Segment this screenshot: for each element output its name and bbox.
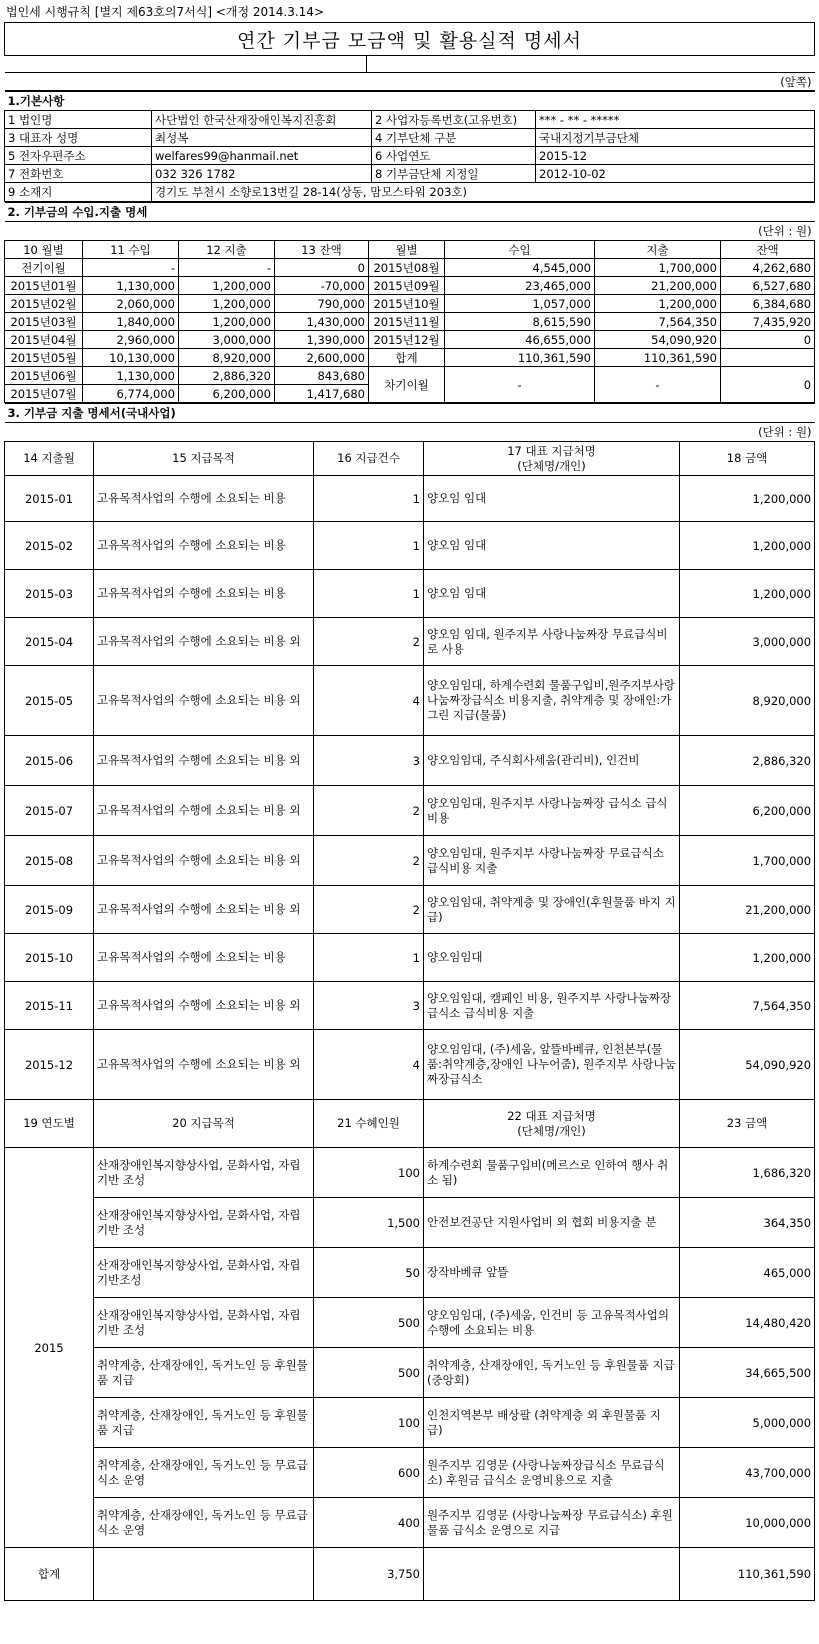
amount-cell: 1,200,000 (179, 295, 275, 313)
expense-payee: 양오임임대, 주식회사세움(관리비), 인건비 (424, 736, 680, 786)
expense-count: 4 (314, 1030, 424, 1100)
expense-amount: 7,564,350 (680, 982, 815, 1030)
amount-cell: 0 (275, 259, 369, 277)
amount-cell: 1,700,000 (595, 259, 721, 277)
column-header: 13 잔액 (275, 241, 369, 259)
month-cell: 합계 (369, 349, 445, 367)
total-label: 합계 (5, 1548, 94, 1601)
amount-cell: 1,430,000 (275, 313, 369, 331)
expense-row (5, 836, 815, 886)
expense-purpose: 고유목적사업의 수행에 소요되는 비용 외 (94, 886, 314, 934)
address-label: 9 소재지 (5, 183, 152, 202)
amount-cell: 110,361,590 (445, 349, 595, 367)
expense-payee: 양오임임대, 하계수련회 물품구입비,원주지부사랑나눔짜장급식소 비용지출, 취약계층 및 장애인:가그린 지급(물품) (424, 666, 680, 736)
column-header: 잔액 (721, 241, 815, 259)
expense-purpose: 고유목적사업의 수행에 소요되는 비용 외 (94, 786, 314, 836)
expense-payee: 양오임 임대 (424, 476, 680, 522)
expense-amount: 21,200,000 (680, 886, 815, 934)
expense-payee: 양오임임대, 캠페인 비용, 원주지부 사랑나눔짜장급식소 급식비용 지출 (424, 982, 680, 1030)
form-header: 법인세 시행규칙 [별지 제63호의7서식] <개정 2014.3.14> (6, 5, 324, 19)
column-header: 16 지급건수 (314, 442, 424, 476)
yearly-count: 500 (314, 1348, 424, 1398)
column-header: 19 연도별 (5, 1100, 94, 1148)
yearly-amount: 1,686,320 (680, 1148, 815, 1198)
month-cell: 2015년02월 (5, 295, 83, 313)
basic-value: 최성복 (152, 129, 372, 147)
amount-cell: 790,000 (275, 295, 369, 313)
expense-row (5, 618, 815, 666)
income-row (5, 259, 815, 277)
expense-payee: 양오임임대, (주)세움, 앞뜰바베큐, 인천본부(물품:취약계층,장애인 나누어줌), 원주지부 사랑나눔짜장급식소 (424, 1030, 680, 1100)
income-unit: (단위 : 원) (5, 222, 815, 241)
column-header: 10 월별 (5, 241, 83, 259)
column-header: 14 지출월 (5, 442, 94, 476)
yearly-payee: 취약계층, 산재장애인, 독거노인 등 후원물품 지급 (중앙회) (424, 1348, 680, 1398)
amount-cell: 1,840,000 (83, 313, 179, 331)
yearly-payee: 양오임임대, (주)세움, 인건비 등 고유목적사업의 수행에 소요되는 비용 (424, 1298, 680, 1348)
amount-cell (721, 349, 815, 367)
amount-cell: 46,655,000 (445, 331, 595, 349)
domestic-unit: (단위 : 원) (5, 423, 815, 442)
basic-row (5, 147, 815, 165)
expense-count: 1 (314, 476, 424, 522)
expense-purpose: 고유목적사업의 수행에 소요되는 비용 (94, 570, 314, 618)
yearly-purpose: 취약계층, 산재장애인, 독거노인 등 후원물품 지급 (94, 1398, 314, 1448)
expense-month: 2015-05 (5, 666, 94, 736)
expense-count: 1 (314, 570, 424, 618)
income-header-row (5, 241, 815, 259)
expense-count: 1 (314, 934, 424, 982)
expense-row (5, 886, 815, 934)
amount-cell: 6,774,000 (83, 385, 179, 403)
amount-cell: 1,057,000 (445, 295, 595, 313)
yearly-payee: 하계수련회 물품구입비(메르스로 인하여 행사 취소 됨) (424, 1148, 680, 1198)
expense-count: 1 (314, 522, 424, 570)
expense-row (5, 522, 815, 570)
expense-purpose: 고유목적사업의 수행에 소요되는 비용 외 (94, 1030, 314, 1100)
amount-cell: 1,130,000 (83, 277, 179, 295)
expense-payee: 양오임임대, 취약계층 및 장애인(후원물품 바지 지급) (424, 886, 680, 934)
basic-value: 사단법인 한국산재장애인복지진흥회 (152, 111, 372, 129)
expense-payee: 양오임 임대, 원주지부 사랑나눔짜장 무료급식비로 사용 (424, 618, 680, 666)
total-purpose (94, 1548, 314, 1601)
income-row (5, 295, 815, 313)
month-cell: 2015년03월 (5, 313, 83, 331)
amount-cell: 1,200,000 (179, 313, 275, 331)
expense-row (5, 934, 815, 982)
section-income-title: 2. 기부금의 수입.지출 명세 (5, 203, 815, 222)
yearly-count: 100 (314, 1148, 424, 1198)
carry-label: 차기이월 (369, 367, 445, 403)
expense-month: 2015-12 (5, 1030, 94, 1100)
yearly-purpose: 산재장애인복지향상사업, 문화사업, 자립기반조성 (94, 1248, 314, 1298)
income-row (5, 331, 815, 349)
basic-value: welfares99@hanmail.net (152, 147, 372, 165)
yearly-count: 1,500 (314, 1198, 424, 1248)
basic-value: 국내지정기부금단체 (536, 129, 815, 147)
amount-cell: 6,384,680 (721, 295, 815, 313)
column-header: 17 대표 지급처명 (단체명/개인) (424, 442, 680, 476)
expense-count: 3 (314, 982, 424, 1030)
basic-label: 4 기부단체 구분 (372, 129, 536, 147)
yearly-purpose: 산재장애인복지향상사업, 문화사업, 자립기반 조성 (94, 1298, 314, 1348)
column-header: 지출 (595, 241, 721, 259)
yearly-count: 600 (314, 1448, 424, 1498)
yearly-row (5, 1148, 815, 1198)
amount-cell: 23,465,000 (445, 277, 595, 295)
expense-row (5, 666, 815, 736)
expense-amount: 2,886,320 (680, 736, 815, 786)
yearly-payee: 장작바베큐 앞뜰 (424, 1248, 680, 1298)
amount-cell: 1,130,000 (83, 367, 179, 385)
domestic-table (4, 403, 815, 1601)
amount-cell: 6,200,000 (179, 385, 275, 403)
yearly-amount: 43,700,000 (680, 1448, 815, 1498)
month-cell: 2015년10월 (369, 295, 445, 313)
amount-cell: 2,600,000 (275, 349, 369, 367)
expense-amount: 1,200,000 (680, 570, 815, 618)
month-cell: 2015년07월 (5, 385, 83, 403)
month-cell: 2015년04월 (5, 331, 83, 349)
column-header: 11 수입 (83, 241, 179, 259)
yearly-count: 500 (314, 1298, 424, 1348)
expense-purpose: 고유목적사업의 수행에 소요되는 비용 (94, 934, 314, 982)
expense-month: 2015-02 (5, 522, 94, 570)
amount-cell: 0 (721, 331, 815, 349)
yearly-count: 50 (314, 1248, 424, 1298)
yearly-payee: 원주지부 김영문 (사랑나눔짜장 무료급식소) 후원물품 급식소 운영으로 지급 (424, 1498, 680, 1548)
expense-purpose: 고유목적사업의 수행에 소요되는 비용 외 (94, 836, 314, 886)
yearly-payee: 인천지역본부 배상팔 (취약계층 외 후원물품 지급) (424, 1398, 680, 1448)
month-cell: 2015년01월 (5, 277, 83, 295)
amount-cell: 6,527,680 (721, 277, 815, 295)
section-domestic-title: 3. 기부금 지출 명세서(국내사업) (5, 404, 815, 423)
column-header: 22 대표 지급처명 (단체명/개인) (424, 1100, 680, 1148)
basic-value: *** - ** - ***** (536, 111, 815, 129)
expense-purpose: 고유목적사업의 수행에 소요되는 비용 외 (94, 982, 314, 1030)
expense-count: 3 (314, 736, 424, 786)
total-amount: 110,361,590 (680, 1548, 815, 1601)
column-header: 월별 (369, 241, 445, 259)
expense-purpose: 고유목적사업의 수행에 소요되는 비용 (94, 522, 314, 570)
expense-month: 2015-08 (5, 836, 94, 886)
expense-month: 2015-01 (5, 476, 94, 522)
expense-count: 4 (314, 666, 424, 736)
amount-cell: 8,920,000 (179, 349, 275, 367)
address-value: 경기도 부천시 소향로13번길 28-14(상동, 맘모스타워 203호) (152, 183, 815, 202)
basic-label: 5 전자우편주소 (5, 147, 152, 165)
amount-cell: 2,886,320 (179, 367, 275, 385)
column-header: 21 수혜인원 (314, 1100, 424, 1148)
yearly-header-row (5, 1100, 815, 1148)
month-cell: 2015년09월 (369, 277, 445, 295)
month-cell: 전기이월 (5, 259, 83, 277)
yearly-amount: 5,000,000 (680, 1398, 815, 1448)
month-cell: 2015년12월 (369, 331, 445, 349)
year-cell: 2015 (5, 1148, 94, 1548)
amount-cell: -70,000 (275, 277, 369, 295)
basic-row (5, 111, 815, 129)
basic-info-table (4, 91, 815, 202)
expense-amount: 6,200,000 (680, 786, 815, 836)
basic-label: 2 사업자등록번호(고유번호) (372, 111, 536, 129)
amount-cell: 1,417,680 (275, 385, 369, 403)
expense-month: 2015-10 (5, 934, 94, 982)
expense-month: 2015-09 (5, 886, 94, 934)
basic-value: 2015-12 (536, 147, 815, 165)
basic-label: 6 사업연도 (372, 147, 536, 165)
expense-row (5, 1030, 815, 1100)
column-header: 12 지출 (179, 241, 275, 259)
yearly-count: 100 (314, 1398, 424, 1448)
expense-count: 2 (314, 786, 424, 836)
expense-amount: 1,200,000 (680, 522, 815, 570)
month-cell: 2015년06월 (5, 367, 83, 385)
month-cell: 2015년11월 (369, 313, 445, 331)
title-table (4, 22, 815, 91)
expense-purpose: 고유목적사업의 수행에 소요되는 비용 외 (94, 666, 314, 736)
document-page (4, 2, 814, 1601)
expense-count: 2 (314, 618, 424, 666)
column-header: 18 금액 (680, 442, 815, 476)
expense-purpose: 고유목적사업의 수행에 소요되는 비용 (94, 476, 314, 522)
basic-label: 8 기부금단체 지정일 (372, 165, 536, 183)
yearly-amount: 364,350 (680, 1198, 815, 1248)
amount-cell: 8,615,590 (445, 313, 595, 331)
yearly-purpose: 취약계층, 산재장애인, 독거노인 등 무료급식소 운영 (94, 1498, 314, 1548)
expense-row (5, 736, 815, 786)
expense-month: 2015-11 (5, 982, 94, 1030)
yearly-payee: 원주지부 김영문 (사랑나눔짜장급식소 무료급식소) 후원금 급식소 운영비용으로 지출 (424, 1448, 680, 1498)
expense-count: 2 (314, 836, 424, 886)
expense-month: 2015-07 (5, 786, 94, 836)
amount-cell: 1,200,000 (179, 277, 275, 295)
basic-label: 1 법인명 (5, 111, 152, 129)
expense-amount: 1,200,000 (680, 476, 815, 522)
yearly-purpose: 산재장애인복지향상사업, 문화사업, 자립기반 조성 (94, 1198, 314, 1248)
amount-cell: 2,960,000 (83, 331, 179, 349)
amount-cell: 110,361,590 (595, 349, 721, 367)
expense-amount: 3,000,000 (680, 618, 815, 666)
carry-value: 0 (721, 367, 815, 403)
amount-cell: 7,564,350 (595, 313, 721, 331)
amount-cell: 21,200,000 (595, 277, 721, 295)
expense-month: 2015-03 (5, 570, 94, 618)
yearly-purpose: 산재장애인복지향상사업, 문화사업, 자립기반 조성 (94, 1148, 314, 1198)
month-cell: 2015년05월 (5, 349, 83, 367)
expense-amount: 8,920,000 (680, 666, 815, 736)
column-header: 수입 (445, 241, 595, 259)
basic-value: 032 326 1782 (152, 165, 372, 183)
basic-label: 3 대표자 성명 (5, 129, 152, 147)
yearly-amount: 465,000 (680, 1248, 815, 1298)
carry-value: - (445, 367, 595, 403)
amount-cell: 843,680 (275, 367, 369, 385)
yearly-row (5, 1448, 815, 1498)
expense-month: 2015-06 (5, 736, 94, 786)
column-header: 20 지급목적 (94, 1100, 314, 1148)
expense-payee: 양오임 임대 (424, 522, 680, 570)
amount-cell: 10,130,000 (83, 349, 179, 367)
expense-row (5, 786, 815, 836)
income-row (5, 277, 815, 295)
amount-cell: - (179, 259, 275, 277)
column-header: 23 금액 (680, 1100, 815, 1148)
yearly-purpose: 취약계층, 산재장애인, 독거노인 등 무료급식소 운영 (94, 1448, 314, 1498)
expense-row (5, 982, 815, 1030)
yearly-row (5, 1498, 815, 1548)
amount-cell: 2,060,000 (83, 295, 179, 313)
amount-cell: 4,545,000 (445, 259, 595, 277)
column-header: 15 지급목적 (94, 442, 314, 476)
yearly-row (5, 1398, 815, 1448)
total-payee (424, 1548, 680, 1601)
yearly-purpose: 취약계층, 산재장애인, 독거노인 등 후원물품 지급 (94, 1348, 314, 1398)
yearly-amount: 10,000,000 (680, 1498, 815, 1548)
expense-row (5, 570, 815, 618)
income-row (5, 349, 815, 367)
expense-payee: 양오임임대, 원주지부 사랑나눔짜장 급식소 급식비용 (424, 786, 680, 836)
yearly-row (5, 1298, 815, 1348)
amount-cell: 3,000,000 (179, 331, 275, 349)
expense-amount: 1,200,000 (680, 934, 815, 982)
basic-value: 2012-10-02 (536, 165, 815, 183)
domestic-header-row (5, 442, 815, 476)
amount-cell: 1,390,000 (275, 331, 369, 349)
expense-count: 2 (314, 886, 424, 934)
month-cell: 2015년08월 (369, 259, 445, 277)
yearly-amount: 14,480,420 (680, 1298, 815, 1348)
expense-amount: 1,700,000 (680, 836, 815, 886)
expense-purpose: 고유목적사업의 수행에 소요되는 비용 외 (94, 736, 314, 786)
yearly-count: 400 (314, 1498, 424, 1548)
basic-label: 7 전화번호 (5, 165, 152, 183)
amount-cell: 4,262,680 (721, 259, 815, 277)
amount-cell: - (83, 259, 179, 277)
expense-payee: 양오임임대 (424, 934, 680, 982)
expense-amount: 54,090,920 (680, 1030, 815, 1100)
yearly-row (5, 1348, 815, 1398)
expense-month: 2015-04 (5, 618, 94, 666)
amount-cell: 7,435,920 (721, 313, 815, 331)
expense-payee: 양오임임대, 원주지부 사랑나눔짜장 무료급식소 급식비용 지출 (424, 836, 680, 886)
amount-cell: 54,090,920 (595, 331, 721, 349)
expense-row (5, 476, 815, 522)
expense-purpose: 고유목적사업의 수행에 소요되는 비용 외 (94, 618, 314, 666)
yearly-row (5, 1198, 815, 1248)
amount-cell: 1,200,000 (595, 295, 721, 313)
yearly-amount: 34,665,500 (680, 1348, 815, 1398)
income-table (4, 202, 815, 403)
yearly-row (5, 1248, 815, 1298)
expense-payee: 양오임 임대 (424, 570, 680, 618)
yearly-payee: 안전보건공단 지원사업비 외 협회 비용지출 분 (424, 1198, 680, 1248)
basic-row (5, 129, 815, 147)
carry-value: - (595, 367, 721, 403)
section-basic-title: 1.기본사항 (5, 92, 815, 111)
total-count: 3,750 (314, 1548, 424, 1601)
income-row (5, 367, 815, 385)
page-title: 연간 기부금 모금액 및 활용실적 명세서 (5, 23, 815, 56)
front-side-label: (앞쪽) (5, 73, 815, 91)
income-row (5, 313, 815, 331)
basic-row (5, 165, 815, 183)
